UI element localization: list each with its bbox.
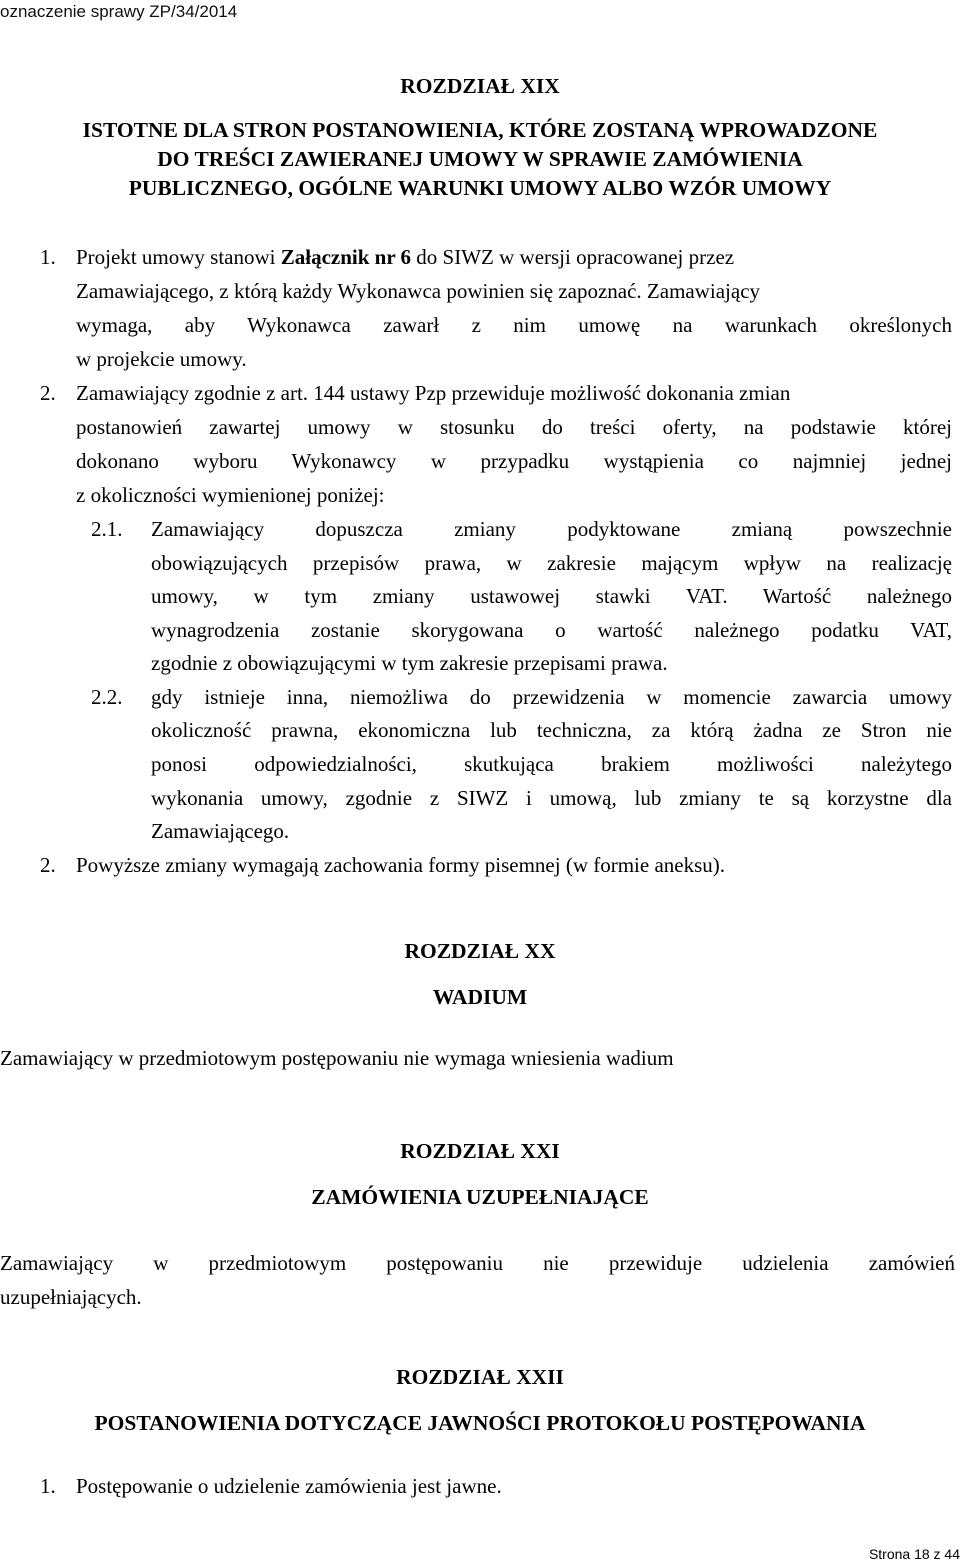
item-2-1-line-3: umowy, w tym zmiany ustawowej stawki VAT. Wartość należnego [151, 584, 952, 608]
item-1-line-1: Projekt umowy stanowi Załącznik nr 6 do SIWZ w wersji opracowanej przez [76, 245, 735, 269]
chapter-20-title: WADIUM [432, 985, 528, 1009]
item-2-line-4: z okoliczności wymienionej poniżej: [76, 483, 385, 507]
item-2-2-line-1: gdy istnieje inna, niemożliwa do przewidzenia w momencie zawarcia umowy [151, 685, 952, 709]
chapter-21-number: ROZDZIAŁ XXI [400, 1139, 560, 1163]
item-3-line-1: Powyższe zmiany wymagają zachowania formy pisemnej (w formie aneksu). [76, 853, 726, 877]
chapter-22-title: POSTANOWIENIA DOTYCZĄCE JAWNOŚCI PROTOKOŁU POSTĘPOWANIA [94, 1411, 866, 1435]
case-reference: oznaczenie sprawy ZP/34/2014 [0, 2, 238, 21]
chapter-21-text-line-2: uzupełniających. [0, 1285, 142, 1309]
page-number: Strona 18 z 44 [868, 1546, 960, 1562]
item-3-number: 2. [40, 853, 56, 877]
item-1-number: 1. [40, 245, 56, 269]
item-2-2-line-2: okoliczność prawna, ekonomiczna lub techniczna, za którą żadna ze Stron nie [151, 718, 952, 742]
chapter-19-title-line-2: DO TREŚCI ZAWIERANEJ UMOWY W SPRAWIE ZAMÓWIENIA [157, 147, 803, 171]
item-1-line-3: wymaga, aby Wykonawca zawarł z nim umowę na warunkach określonych [76, 313, 952, 337]
item-2-2-line-4: wykonania umowy, zgodnie z SIWZ i umową, lub zmiany te są korzystne dla [151, 786, 952, 810]
chapter-21-text-line-1: Zamawiający w przedmiotowym postępowaniu nie przewiduje udzielenia zamówień [0, 1251, 955, 1275]
item-2-line-2: postanowień zawartej umowy w stosunku do treści oferty, na podstawie której [76, 415, 952, 439]
item-2-2-line-5: Zamawiającego. [151, 819, 290, 843]
item-2-1-line-1: Zamawiający dopuszcza zmiany podyktowane zmianą powszechnie [151, 517, 952, 541]
item-1-line-4: w projekcie umowy. [76, 347, 247, 371]
chapter-19-title-line-1: ISTOTNE DLA STRON POSTANOWIENIA, KTÓRE ZOSTANĄ WPROWADZONE [82, 118, 878, 142]
chapter-22-item-1-number: 1. [40, 1474, 56, 1498]
item-2-2-line-3: ponosi odpowiedzialności, skutkująca brakiem możliwości należytego [151, 752, 952, 776]
item-2-1-line-2: obowiązujących przepisów prawa, w zakresie mającym wpływ na realizację [151, 551, 952, 575]
item-2-2-number: 2.2. [91, 685, 123, 709]
item-1-line-2: Zamawiającego, z którą każdy Wykonawca powinien się zapoznać. Zamawiający [76, 279, 761, 303]
item-2-line-3: dokonano wyboru Wykonawcy w przypadku wystąpienia co najmniej jednej [76, 449, 952, 473]
chapter-22-number: ROZDZIAŁ XXII [396, 1365, 564, 1389]
chapter-20-text: Zamawiający w przedmiotowym postępowaniu nie wymaga wniesienia wadium [0, 1046, 674, 1070]
chapter-19-number: ROZDZIAŁ XIX [400, 74, 560, 98]
attachment-reference: Załącznik nr 6 [280, 245, 412, 269]
item-2-1-line-4: wynagrodzenia zostanie skorygowana o wartość należnego podatku VAT, [151, 618, 952, 642]
item-2-1-line-5: zgodnie z obowiązującymi w tym zakresie przepisami prawa. [151, 651, 668, 675]
item-2-line-1: Zamawiający zgodnie z art. 144 ustawy Pzp przewiduje możliwość dokonania zmian [76, 381, 791, 405]
chapter-19-title-line-3: PUBLICZNEGO, OGÓLNE WARUNKI UMOWY ALBO WZÓR UMOWY [128, 176, 832, 200]
item-2-number: 2. [40, 381, 56, 405]
chapter-21-title: ZAMÓWIENIA UZUPEŁNIAJĄCE [311, 1185, 649, 1209]
chapter-20-number: ROZDZIAŁ XX [404, 939, 556, 963]
item-2-1-number: 2.1. [91, 517, 123, 541]
chapter-22-item-1-text: Postępowanie o udzielenie zamówienia jest jawne. [76, 1474, 502, 1498]
